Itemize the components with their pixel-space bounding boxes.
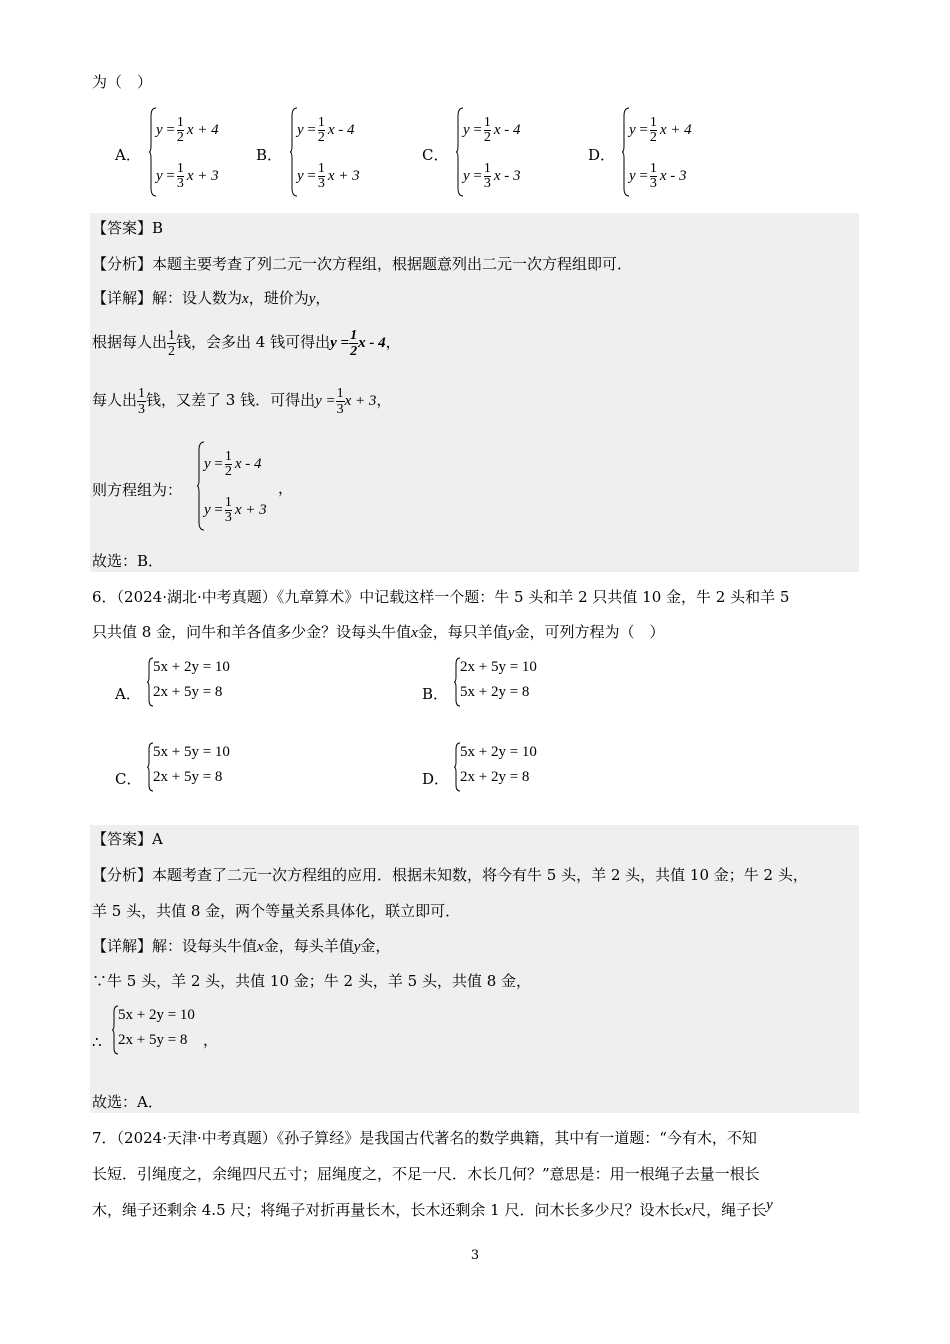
q6-detail-system-tail: ， — [203, 1031, 219, 1049]
q5-option-a-system — [148, 106, 248, 198]
question-5-stem-tail: 为（ ） — [92, 73, 153, 91]
q5-detail-line4-tail: ， — [278, 479, 294, 497]
q6-option-d-system — [453, 741, 563, 793]
q6-option-c-label: C． — [115, 770, 142, 788]
q5-d-eq2: y = $\frac{1}{3}$ x - 3 — [629, 161, 687, 191]
q5-detail-line1: 【详解】解：设人数为x，琎价为y， — [92, 289, 331, 307]
q6-option-b-system — [453, 656, 563, 708]
q5-option-c-label: C． — [422, 146, 449, 164]
q6-detail-line1: 【详解】解：设每头牛值x金，每头羊值y金， — [92, 937, 391, 955]
q5-detail-line2: 根据每人出 $\frac{1}{2}$ 钱，会多出 4 钱可得出y = $\frac{1}{2}$ x - 4， — [92, 327, 401, 359]
q5-option-a-label: A． — [115, 146, 141, 164]
q5-a-eq2: y = $\frac{1}{3}$ x + 3 — [156, 161, 219, 191]
therefore-icon: ∴ — [92, 1033, 102, 1051]
q6-analysis-line1: 【分析】本题考查了二元一次方程组的应用．根据未知数，将今有牛 5 头，羊 2 头，共值 10 金；牛 2 头， — [92, 866, 808, 884]
question-7-line2: 长短．引绳度之，余绳四尺五寸；屈绳度之，不足一尺．木长几何？”意思是：用一根绳子去量一根长 — [92, 1165, 760, 1183]
q6-option-a-label: A． — [115, 685, 141, 703]
q6-option-a-system — [146, 656, 256, 708]
question-7-line1: 7．（2024·天津·中考真题）《孙子算经》是我国古代著名的数学典籍，其中有一道题：“今有木，不知 — [92, 1129, 757, 1147]
question-7-line3: 木，绳子还剩余 4.5 尺；将绳子对折再量长木，长木还剩余 1 尺．问木长多少尺？设木长x尺，绳子长y — [92, 1197, 773, 1219]
q6-answer: 【答案】A — [92, 830, 163, 848]
q6-detail-eq2: 2x + 5y = 8 — [118, 1032, 188, 1048]
q6-d-eq2: 2x + 2y = 8 — [460, 769, 530, 785]
q6-choice: 故选：A． — [92, 1093, 163, 1111]
question-6-line1: 6．（2024·湖北·中考真题）《九章算术》中记载这样一个题：牛 5 头和羊 2 只共值 10 金，牛 2 头和羊 5 — [92, 588, 790, 606]
q5-choice: 故选：B． — [92, 552, 164, 570]
q5-c-eq1: y = $\frac{1}{2}$ x - 4 — [463, 115, 521, 145]
q5-c-eq2: y = $\frac{1}{3}$ x - 3 — [463, 161, 521, 191]
q5-option-d-label: D． — [588, 146, 616, 164]
question-6-line2: 只共值 8 金，问牛和羊各值多少金？设每头牛值x金，每只羊值y金，可列方程为（ ） — [92, 623, 665, 641]
q6-option-d-label: D． — [422, 770, 450, 788]
q5-option-b-system — [289, 106, 389, 198]
q5-b-eq1: y = $\frac{1}{2}$ x - 4 — [297, 115, 355, 145]
q6-option-c-system — [146, 741, 256, 793]
q6-d-eq1: 5x + 2y = 10 — [460, 744, 537, 760]
q6-c-eq1: 5x + 5y = 10 — [153, 744, 230, 760]
q6-c-eq2: 2x + 5y = 8 — [153, 769, 223, 785]
page-number: 3 — [470, 1248, 480, 1263]
q6-a-eq2: 2x + 5y = 8 — [153, 684, 223, 700]
q6-analysis-line2: 羊 5 头，共值 8 金，两个等量关系具体化，联立即可． — [92, 902, 461, 920]
q5-option-d-system — [621, 106, 721, 198]
q5-option-b-label: B． — [256, 146, 283, 164]
q5-detail-eq1: y = $\frac{1}{2}$ x - 4 — [204, 449, 262, 479]
q6-a-eq1: 5x + 2y = 10 — [153, 659, 230, 675]
q6-option-b-label: B． — [422, 685, 449, 703]
q5-d-eq1: y = $\frac{1}{2}$ x + 4 — [629, 115, 692, 145]
q6-detail-line2: ∵牛 5 头，羊 2 头，共值 10 金；牛 2 头，羊 5 头，共值 8 金， — [92, 972, 532, 990]
q5-analysis: 【分析】本题主要考查了列二元一次方程组，根据题意列出二元一次方程组即可． — [92, 255, 633, 273]
q5-detail-line4-label: 则方程组为： — [92, 481, 183, 499]
q6-b-eq1: 2x + 5y = 10 — [460, 659, 537, 675]
q5-option-c-system — [455, 106, 555, 198]
q5-a-eq1: y = $\frac{1}{2}$ x + 4 — [156, 115, 219, 145]
q5-answer: 【答案】B — [92, 219, 164, 237]
q5-detail-line3: 每人出 $\frac{1}{3}$ 钱，又差了 3 钱．可得出y = $\frac{1}{3}$ x + 3， — [92, 385, 392, 417]
q5-b-eq2: y = $\frac{1}{3}$ x + 3 — [297, 161, 360, 191]
q5-detail-eq2: y = $\frac{1}{3}$ x + 3 — [204, 495, 267, 525]
q6-b-eq2: 5x + 2y = 8 — [460, 684, 530, 700]
q6-detail-eq1: 5x + 2y = 10 — [118, 1007, 195, 1023]
